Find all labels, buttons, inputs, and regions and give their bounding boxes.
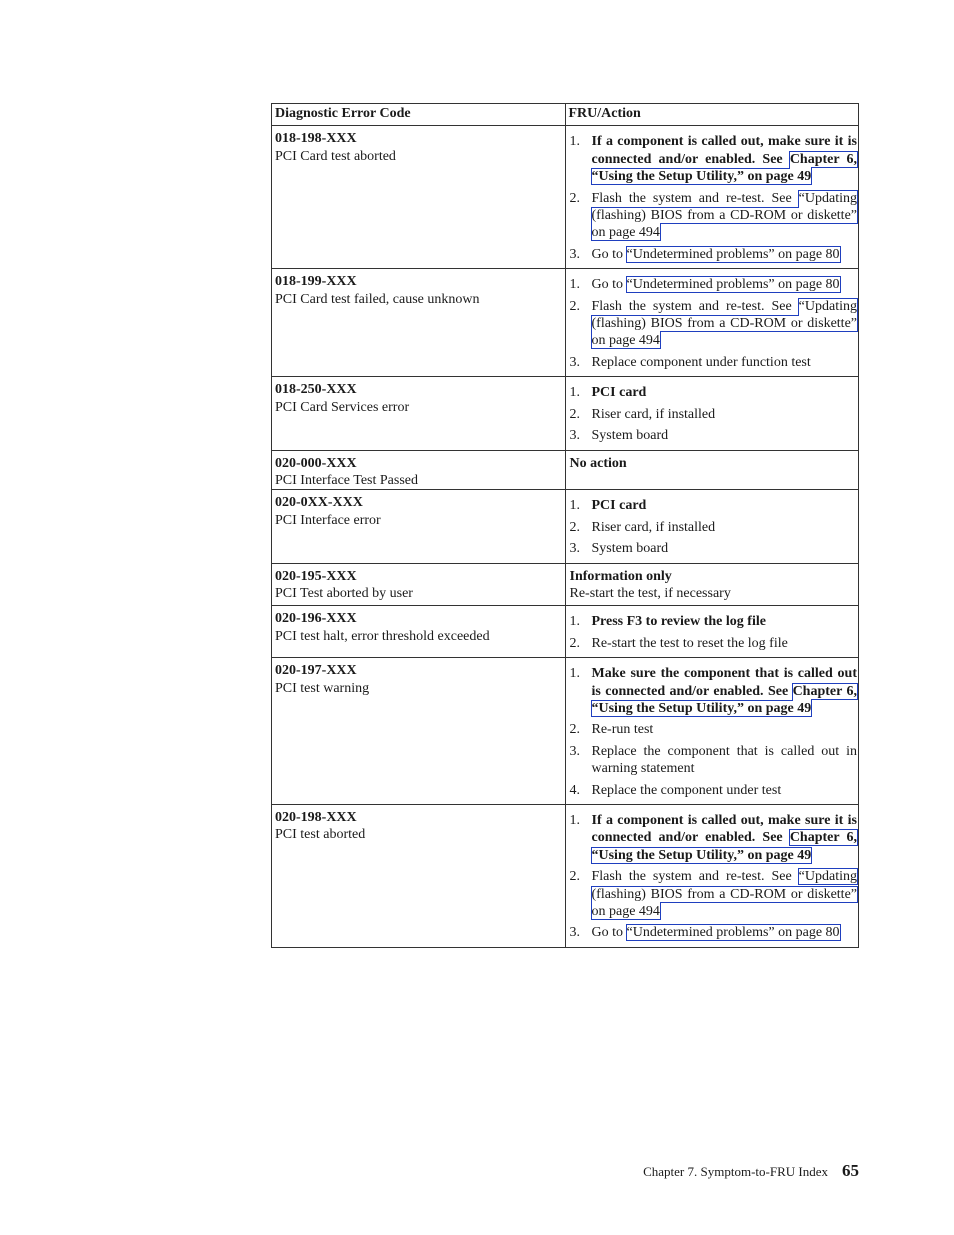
error-code-cell bbox=[272, 606, 566, 658]
step-text: Re-start the test to reset the log file bbox=[591, 635, 788, 651]
fru-action-cell bbox=[565, 805, 859, 948]
error-code-cell bbox=[272, 126, 566, 269]
step-number: 3. bbox=[569, 925, 580, 941]
action-step bbox=[570, 519, 858, 536]
fru-action-cell bbox=[565, 658, 859, 805]
action-step bbox=[570, 924, 858, 941]
action-step bbox=[570, 635, 858, 652]
error-code: 020-000-XXX bbox=[275, 455, 357, 471]
step-number: 4. bbox=[569, 782, 580, 798]
step-text: PCI card bbox=[591, 498, 647, 514]
table-row bbox=[272, 126, 859, 269]
fru-action-cell bbox=[565, 450, 859, 490]
action-step bbox=[570, 427, 858, 444]
error-description: PCI Card test failed, cause unknown bbox=[275, 291, 480, 307]
cross-reference-link[interactable]: Chapter 6, “Using the Setup Utility,” on page 49 bbox=[591, 151, 857, 185]
error-description: PCI test aborted bbox=[275, 827, 366, 843]
step-number: 3. bbox=[569, 428, 580, 444]
error-code-cell bbox=[272, 805, 566, 948]
error-code: 018-250-XXX bbox=[275, 382, 357, 398]
step-number: 2. bbox=[569, 635, 580, 651]
error-code: 020-196-XXX bbox=[275, 611, 357, 627]
action-step bbox=[570, 665, 858, 717]
step-text: If a component is called out, make sure it is connected and/or enabled. See bbox=[591, 813, 857, 846]
step-text: Make sure the component that is called out is connected and/or enabled. See bbox=[591, 666, 857, 699]
table-row bbox=[272, 450, 859, 490]
step-number: 1. bbox=[569, 134, 580, 150]
step-number: 3. bbox=[569, 246, 580, 262]
action-step bbox=[570, 354, 858, 371]
fru-action-cell bbox=[565, 126, 859, 269]
page-footer bbox=[560, 1161, 859, 1182]
fru-action-cell bbox=[565, 269, 859, 377]
step-number: 3. bbox=[569, 743, 580, 759]
action-step bbox=[570, 298, 858, 350]
action-step bbox=[570, 743, 858, 778]
action-list bbox=[570, 613, 858, 652]
step-number: 1. bbox=[569, 614, 580, 630]
step-text: Replace the component under test bbox=[591, 782, 782, 798]
action-list bbox=[570, 665, 858, 799]
step-number: 2. bbox=[569, 406, 580, 422]
error-code-cell bbox=[272, 269, 566, 377]
action-step bbox=[570, 497, 858, 514]
action-step bbox=[570, 190, 858, 242]
step-number: 2. bbox=[569, 190, 580, 206]
cross-reference-link[interactable]: “Undetermined problems” on page 80 bbox=[626, 246, 840, 262]
error-code-cell bbox=[272, 490, 566, 563]
error-code: 020-197-XXX bbox=[275, 663, 357, 679]
step-text: PCI card bbox=[591, 385, 647, 401]
error-code: 018-199-XXX bbox=[275, 274, 357, 290]
step-text: Replace the component that is called out in warning statement bbox=[591, 743, 857, 777]
error-code: 020-195-XXX bbox=[275, 568, 357, 584]
cross-reference-link[interactable]: “Updating (flashing) BIOS from a CD-ROM or diskette” on page 494 bbox=[591, 298, 857, 349]
action-list bbox=[570, 497, 858, 557]
step-text: Go to bbox=[591, 246, 627, 262]
header-action: FRU/Action bbox=[565, 104, 859, 126]
table-row bbox=[272, 658, 859, 805]
step-number: 2. bbox=[569, 722, 580, 738]
fru-action-cell bbox=[565, 606, 859, 658]
action-step bbox=[570, 613, 858, 630]
error-code: 018-198-XXX bbox=[275, 131, 357, 147]
error-code-cell bbox=[272, 450, 566, 490]
action-step bbox=[570, 812, 858, 864]
table-row bbox=[272, 377, 859, 450]
table-row bbox=[272, 805, 859, 948]
table-body bbox=[272, 126, 859, 947]
step-number: 2. bbox=[569, 519, 580, 535]
cross-reference-link[interactable]: Chapter 6, “Using the Setup Utility,” on page 49 bbox=[591, 830, 857, 863]
table-header-row bbox=[272, 104, 859, 126]
action-note: Re-start the test, if necessary bbox=[569, 585, 731, 601]
step-text: Riser card, if installed bbox=[591, 519, 716, 535]
step-number: 2. bbox=[569, 869, 580, 885]
step-number: 2. bbox=[569, 298, 580, 314]
error-description: PCI test warning bbox=[275, 680, 370, 696]
step-text: Go to bbox=[591, 277, 627, 293]
error-description: PCI Card Services error bbox=[275, 399, 410, 415]
error-code-cell bbox=[272, 658, 566, 805]
step-text: Replace component under function test bbox=[591, 354, 811, 370]
page-number: 65 bbox=[842, 1161, 859, 1180]
error-code-cell bbox=[272, 377, 566, 450]
error-description: PCI Test aborted by user bbox=[275, 585, 413, 601]
action-list bbox=[570, 384, 858, 444]
step-number: 1. bbox=[569, 277, 580, 293]
step-text: If a component is called out, make sure it is connected and/or enabled. See bbox=[591, 134, 857, 167]
step-text: Flash the system and re-test. See bbox=[591, 298, 799, 314]
fru-action-cell bbox=[565, 377, 859, 450]
error-code-cell bbox=[272, 563, 566, 606]
cross-reference-link[interactable]: “Updating (flashing) BIOS from a CD-ROM or diskette” on page 494 bbox=[591, 190, 857, 241]
action-list bbox=[570, 133, 858, 263]
action-step bbox=[570, 721, 858, 738]
action-step bbox=[570, 246, 858, 263]
step-text: System board bbox=[591, 428, 669, 444]
footer-chapter: Chapter 7. Symptom-to-FRU Index bbox=[643, 1164, 828, 1179]
step-text: Go to bbox=[591, 925, 627, 941]
fru-action-cell bbox=[565, 563, 859, 606]
step-text: Re-run test bbox=[591, 722, 654, 738]
action-list bbox=[570, 276, 858, 371]
error-description: PCI Card test aborted bbox=[275, 148, 396, 164]
step-text: System board bbox=[591, 541, 669, 557]
step-text: Press F3 to review the log file bbox=[591, 614, 766, 630]
step-number: 3. bbox=[569, 541, 580, 557]
cross-reference-link[interactable]: “Undetermined problems” on page 80 bbox=[626, 925, 840, 941]
action-step bbox=[570, 406, 858, 423]
step-text: Riser card, if installed bbox=[591, 406, 716, 422]
action-step bbox=[570, 276, 858, 293]
error-description: PCI Interface error bbox=[275, 512, 381, 528]
step-number: 3. bbox=[569, 354, 580, 370]
table-row bbox=[272, 490, 859, 563]
step-number: 1. bbox=[569, 813, 580, 828]
header-code: Diagnostic Error Code bbox=[272, 104, 566, 126]
error-description: PCI Interface Test Passed bbox=[275, 472, 419, 488]
action-step bbox=[570, 540, 858, 557]
action-heading: No action bbox=[569, 455, 627, 471]
table-row bbox=[272, 606, 859, 658]
action-step bbox=[570, 868, 858, 920]
action-step bbox=[570, 782, 858, 799]
step-number: 1. bbox=[569, 498, 580, 514]
error-description: PCI test halt, error threshold exceeded bbox=[275, 628, 490, 644]
cross-reference-link[interactable]: “Undetermined problems” on page 80 bbox=[626, 277, 840, 293]
action-heading: Information only bbox=[569, 568, 672, 584]
table-row bbox=[272, 269, 859, 377]
action-step bbox=[570, 384, 858, 401]
action-list bbox=[570, 812, 858, 942]
step-number: 1. bbox=[569, 666, 580, 682]
step-number: 1. bbox=[569, 385, 580, 401]
cross-reference-link[interactable]: Chapter 6, “Using the Setup Utility,” on page 49 bbox=[591, 683, 857, 716]
fru-action-cell bbox=[565, 490, 859, 563]
diagnostic-error-table bbox=[271, 103, 859, 948]
error-code: 020-0XX-XXX bbox=[275, 495, 363, 511]
error-code: 020-198-XXX bbox=[275, 810, 357, 825]
step-text: Flash the system and re-test. See bbox=[591, 190, 799, 206]
step-text: Flash the system and re-test. See bbox=[591, 869, 799, 885]
table-row bbox=[272, 563, 859, 606]
action-step bbox=[570, 133, 858, 185]
cross-reference-link[interactable]: “Updating (flashing) BIOS from a CD-ROM or diskette” on page 494 bbox=[591, 869, 857, 920]
